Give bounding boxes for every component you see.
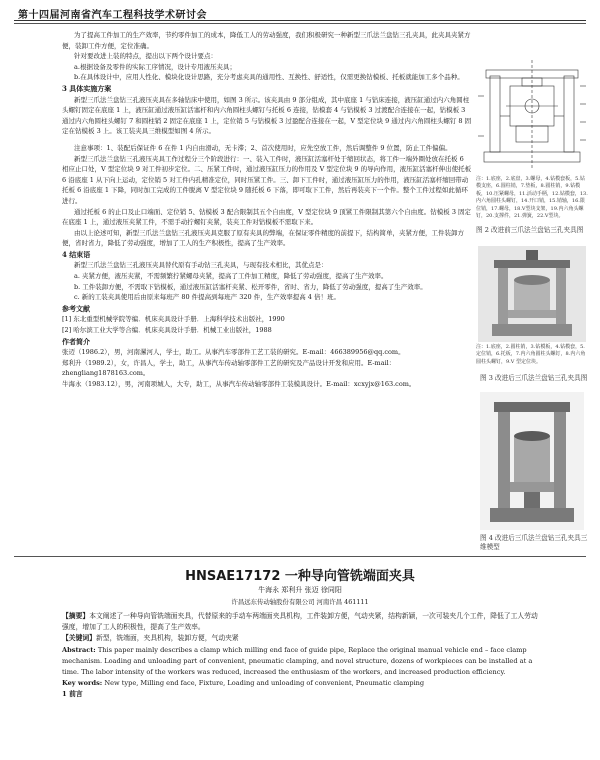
paragraph: 由以上论述可知，新型三爪法兰盘钻三孔液压夹具克服了原有夹具的弊端，在保证零件精度的前提下，结构简单，夹紧方便，工件装卸方便，省时省力，降低了劳动强度，增加了工人的生产积极性，提高了生产效率。 [62,228,464,248]
section-heading: 作者简介 [62,336,90,346]
fixture-3d-model-icon [480,392,584,530]
list-item: b.在具体设计中，应用人性化、模块化设计思路，充分考虑夹具的通用性、互换性、舒适性，仅需更换钻模板、托板就能加工多个品种。 [74,73,464,82]
author-bio: 郑利升（1989.2），女，许昌人，学士，助工，从事汽车传动轴零部件工艺的研究及产品设计开发和应用。E-mail：zhengliang1878163.com。 [62,358,396,378]
list-item: a.根据设备及零件的实际工序情况，设计专用液压夹具； [74,62,236,71]
abstract-en-label: Abstract: [62,645,96,654]
author-bio: 牛海永（1983.12），男，河南项城人，大专，助工，从事汽车传动轴零部件工装模具设计。E-mail：xcxyjx@163.com。 [62,380,416,388]
paragraph: 注意事项：1、装配后保证件 6 在件 1 内自由滑动，无卡滞；2、首次使用时，应先空放工件，然后调整件 9 位置，防止工件偏偏。 [74,143,452,152]
paragraph: 新型三爪法兰盘钻三孔液压夹具在多轴钻床中使用，如图 3 所示。该夹具由 9 部分组成，其中底座 1 与钻床连接，液压缸通过内六角圆柱头螺钉固定在底座 1 上，液压缸通过液压缸活塞杆和内六角圆柱头螺钉与托板 6 连接，钻模套 4 与钻模板 3 过渡配合连接在一起，钻模板 3 通过内六角圆柱头螺钉 7 和圆柱销 2 固定在底座 1 上，定位销 5 与钻模板 3 过盈配合连接在一起，V 型定位块 9 通过内六角圆柱头螺钉 8 固定在钻模板 3 上。该工装夹具三维模型如图 4 所示。 [62,95,472,136]
article-separator [14,556,586,557]
abstract-en-text: This paper mainly describes a clamp which milling end face of guide pipe, Replace the original manual vehicle end – face clamp mechanism. Loading and unloading part of convenient, pneumatic clamping, and novel structure, dozens of workpieces can be installed at a time. The labor intensity of the workers was reduced, increased the enthusiasm of the workers, and increased production efficiency. [62,645,533,677]
abstract-text: 本文阐述了一种导向管铣端面夹具，代替原来的手动车两端面夹具机构，工件装卸方便，气动夹紧，结构新颖，一次可装夹几个工件，降低了工人劳动强度，增加了工人的积极性，提高了生产效率。 [62,612,538,632]
list-item: a. 夹紧方便，液压夹紧，不需频繁拧紧螺母夹紧，提高了工件加工精度，降低了劳动强度，提高了生产效率。 [74,272,388,281]
figure-3-note: 注：1.底座，2.圆柱销，3.钻模板，4.钻模套，5.定位销，6.托板，7.内六角圆柱头螺钉，8.内六角圆柱头螺钉，9.V 型定位块。 [476,344,586,365]
paragraph: 针对要改进上装的特点，提出以下两个设计要点： [74,52,217,61]
reference-item: [2] 哈尔滨工业大学等合编．机床夹具设计手册．机械工业出版社，1988 [62,326,272,335]
article-title: HNSAE17172 一种导向管铣端面夹具 [185,569,415,584]
abstract-block [62,611,538,701]
list-item: c. 新的工装夹具使用后由原来每班产 80 件提高到每班产 320 件，生产效率提高 4 倍！班。 [74,293,340,302]
section-heading: 参考文献 [62,303,90,313]
figure-2-note: 注：1.底座，2.底盘，3.螺母，4.钻模套板，5.钻模支座，6.圆柱销，7.垫板，8.圆柱销，9.钻模板，10.压紧螺母，11.活动手柄，12.钻模套，13.内六角圆柱头螺钉，14.开口销，15.销轴，16.限位销，17.螺母，18.V型块支架，19.内六角头螺钉，20.支撑件，21.弹簧，22.V型块。 [476,176,588,220]
fixture-drawing-icon [476,56,588,174]
journal-header: 第十四届河南省汽车工程科技学术研讨会 [18,10,207,21]
header-rule [14,20,586,21]
figure-2-drawing [476,56,588,174]
figure-4-image [480,392,584,530]
header-rule-thin [14,23,586,24]
abstract-en [62,645,538,679]
author-bio: 张迈（1986.2），男，河南漯河人，学士，助工。从事汽车零部件工艺工装的研究。E-mail：466389956@qq.com。 [62,348,405,357]
article-affiliation: 许昌远东传动轴股份有限公司 河南许昌 461111 [231,598,369,606]
keywords-en-text: New type, Milling end face, Fixture, Loading and unloading of convenient, Pneumatic clamping [104,679,425,688]
figure-3-image [478,246,586,342]
keywords-label: 【关键词】 [62,634,96,643]
article-authors: 牛海永 郑利升 张迈 徐同阳 [258,586,342,594]
main-text-column [62,30,472,390]
figure-4-caption: 图 4 改进后三爪法兰盘钻三孔夹具三维模型 [480,534,588,551]
paragraph: 为了提高工件加工的生产效率，节约零件加工的成本，降低工人的劳动强度，我们积极研究一种新型三爪法兰盘钻三孔夹具，此夹具夹紧方便，装卸工件方便，定位准确。 [62,31,471,50]
figure-3-caption: 图 3 改进后三爪法兰盘钻三孔夹具图 [480,374,588,382]
fixture-render-icon [478,246,586,342]
section-heading: 3 具体实施方案 [62,83,112,93]
reference-item: [1] 东北重型机械学院等编．机床夹具设计手册．上海科学技术出版社，1990 [62,315,285,324]
keywords-cn [62,633,538,644]
keywords-en-label: Key words: [62,679,103,688]
figure-2-caption: 图 2 改进前三爪法兰盘钻三孔夹具图 [476,226,584,234]
section-heading: 4 结束语 [62,249,91,259]
abstract-label: 【摘要】 [62,612,90,620]
paragraph: 新型三爪法兰盘钻三孔液压夹具替代原有手动钻三孔夹具，与现有技术相比，其优点是： [74,261,328,270]
list-item: b. 工件装卸方便，不需取下钻模板，通过液压缸活塞杆夹紧、松开零件，省时、省力，降低了劳动强度，提高了生产效率。 [74,282,427,291]
keywords-text: 新型，铣端面，夹具机构，装卸方便，气动夹紧 [95,634,239,643]
keywords-en [62,678,538,689]
paragraph: 新型三爪法兰盘钻三孔液压夹具工作过程分三个阶段进行：一、装入工件时，液压缸活塞杆处于缩回状态，将工件一端外圈处放在托板 6 相应止口处，V 型定位块 9 对工件初步定位。二、压紧工件时，通过液压缸压力的作用及 V 型定位块 9 的导向作用，液压缸活塞杆伸出使托板 6 沿底座 1 从下向上运动，定位销 5 对工件内孔精准定位，同时压紧工件。三、卸下工件时，通过液压缸压力的作用，液压缸活塞杆缩回带动托板 6 沿底座 1 下降，同时加工完成的工件脱离 V 型定位块 9 随托板 6 下落，即可取下工件，然后再装夹下一个件。整个工件过程如此循环进行。 [62,154,472,205]
paragraph: 通过托板 6 的止口及止口端面、定位销 5、钻模板 3 配合限制其五个自由度，V 型定位块 9 顶紧工件限制其第六个自由度。钻模板 3 固定在底座 1 上，通过液压夹紧工件，不需手动拧螺钉夹紧，装夹工件对钻模板不需取下来。 [62,207,472,227]
abstract-cn [62,611,538,633]
section-heading: 1 前言 [62,690,83,699]
